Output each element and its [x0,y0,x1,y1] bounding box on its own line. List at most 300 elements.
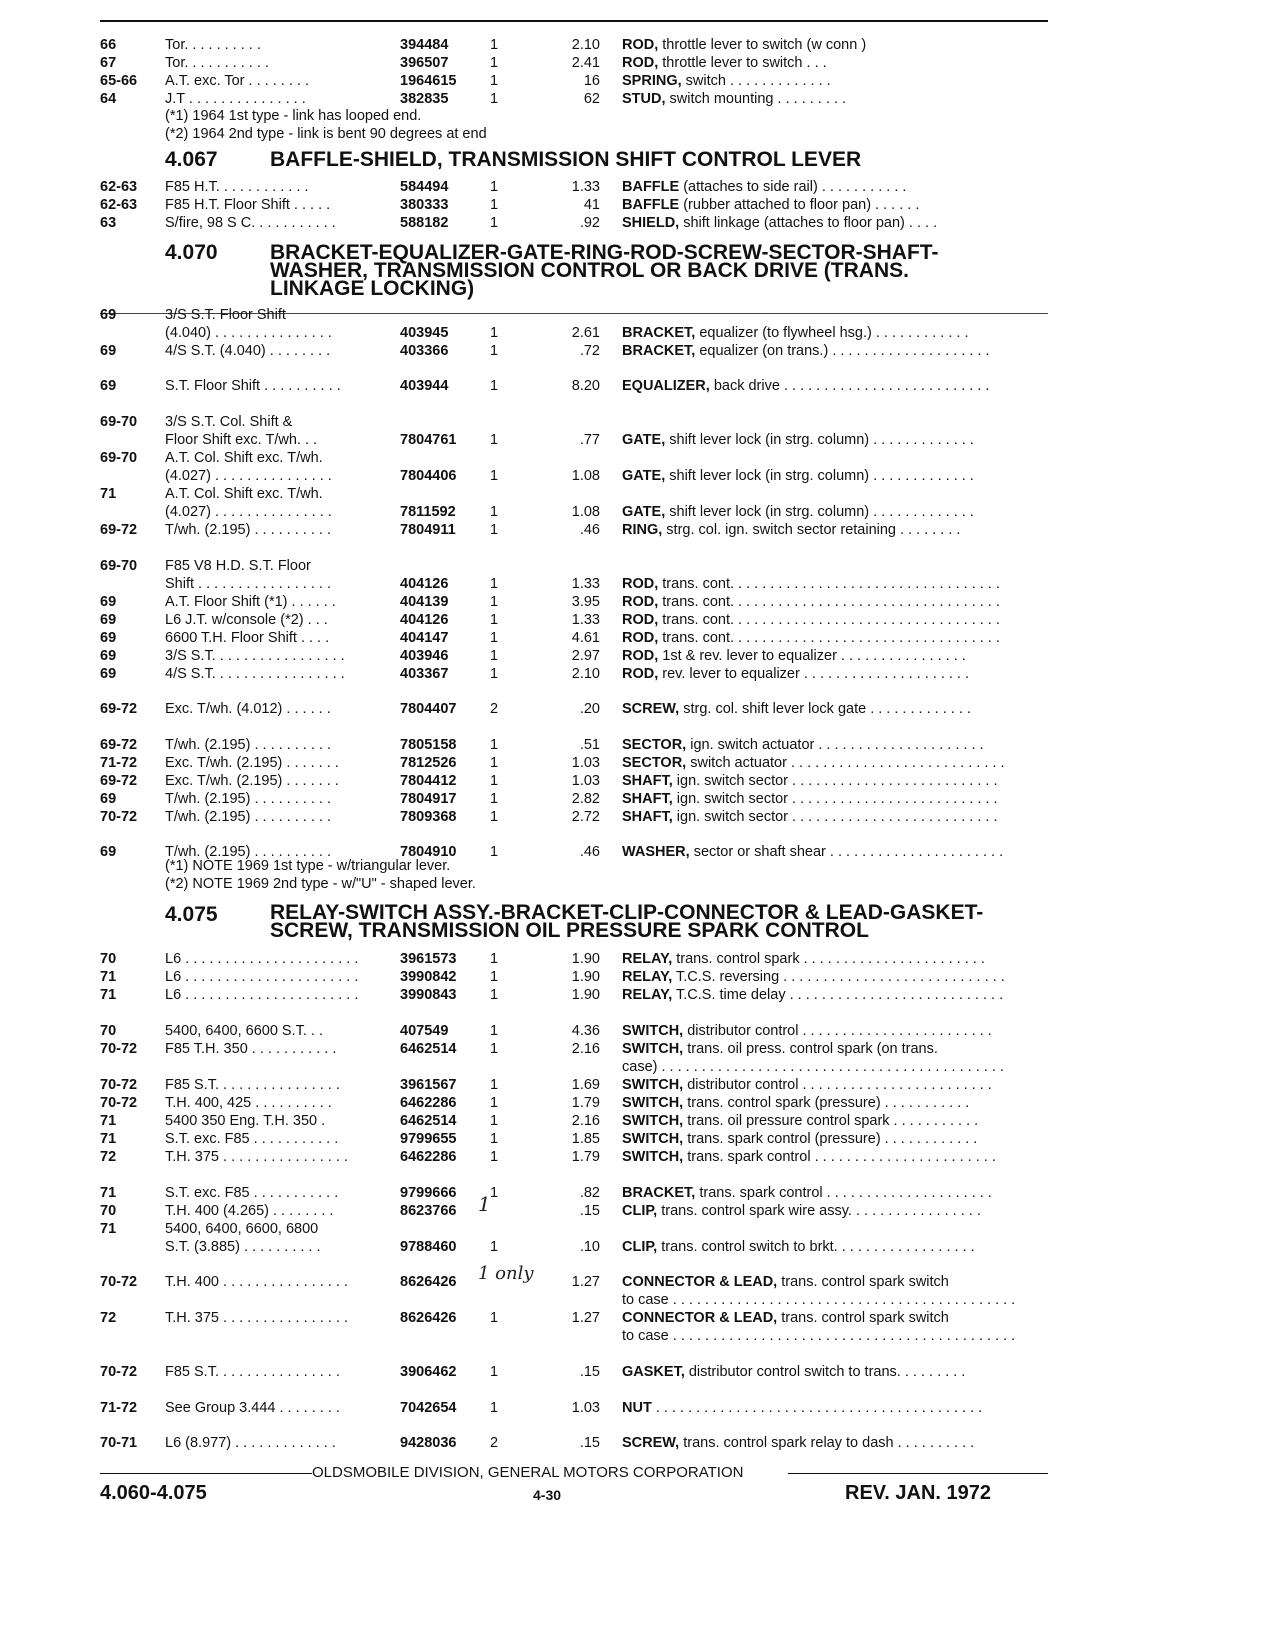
row-description [622,502,1050,522]
row-year: 71 [100,486,117,502]
row-part-number: 404147 [400,630,449,646]
row-description-detail: . . . . . . . . . . . . . . . . . . . . . . . . . . . . . . . . . . . . . . . . . [651,1400,983,1416]
row-year: 63 [100,215,117,231]
row-part-number: 7804911 [400,522,456,538]
row-part-number: 8626426 [400,1310,457,1326]
row-model: S/fire, 98 S C. . . . . . . . . . . [165,215,336,231]
row-price: 1.08 [571,504,600,520]
row-model: 3/S S.T. Col. Shift & [165,414,293,430]
row-quantity: 1 [490,666,499,682]
row-part-number: 7809368 [400,809,457,825]
row-price: .15 [579,1364,600,1380]
section-number-4075: 4.075 [165,903,218,926]
row-part-number: 8623766 [400,1203,457,1219]
row-part-number: 8626426 [400,1274,457,1290]
row-description [622,1237,1050,1257]
row-description-detail: trans. spark control (pressure) . . . . . . . . . . . . [683,1131,978,1147]
row-description-name: ROD, [622,37,659,53]
row-description [622,466,1050,486]
section-title-4067: BAFFLE-SHIELD, TRANSMISSION SHIFT CONTROL LEVER [270,148,862,171]
row-description-name: SHAFT, [622,809,673,825]
row-part-number: 394484 [400,37,449,53]
row-part-number: 9799666 [400,1185,457,1201]
row-description [622,1057,1050,1077]
row-description [622,89,1050,109]
row-part-number: 3961567 [400,1077,457,1093]
row-part-number: 3990843 [400,987,457,1003]
row-price: 4.61 [571,630,600,646]
footnote: (*2) NOTE 1969 2nd type - w/"U" - shaped lever. [165,876,476,892]
row-description [622,985,1050,1005]
row-price: 2.10 [571,37,600,53]
row-model: Exc. T/wh. (2.195) . . . . . . . [165,773,339,789]
row-description-name: ROD, [622,576,659,592]
row-quantity: 1 [490,951,499,967]
row-year: 62-63 [100,197,138,213]
row-description-name: STUD, [622,91,666,107]
row-description-name: BRACKET, [622,343,696,359]
row-description-name: CONNECTOR & LEAD, [622,1310,778,1326]
row-description [622,574,1050,594]
row-year: 70-72 [100,1077,138,1093]
row-price: 2.10 [571,666,600,682]
row-quantity: 1 [490,1077,499,1093]
row-description-name: SWITCH, [622,1095,684,1111]
row-description-name: SWITCH, [622,1131,684,1147]
row-quantity: 2 [490,701,499,717]
row-price: .77 [579,432,600,448]
row-price: 1.03 [571,1400,600,1416]
row-description [622,1147,1050,1167]
row-description-detail: (rubber attached to floor pan) . . . . . . [679,197,920,213]
row-year: 70-72 [100,1041,138,1057]
row-quantity: 1 [490,179,499,195]
row-price: 4.36 [571,1023,600,1039]
row-part-number: 7804761 [400,432,457,448]
row-quantity: 1 [490,1131,499,1147]
row-year: 70-71 [100,1435,138,1451]
row-price: .46 [579,522,600,538]
row-quantity: 1 [490,378,499,394]
row-model: A.T. Col. Shift exc. T/wh. [165,486,323,502]
row-part-number: 3990842 [400,969,457,985]
row-price: .20 [579,701,600,717]
row-part-number: 403367 [400,666,449,682]
row-description [622,213,1050,233]
row-description-name: SECTOR, [622,737,687,753]
row-year: 65-66 [100,73,138,89]
row-description-name: ROD, [622,666,659,682]
row-description-detail: shift linkage (attaches to floor pan) . . . . [679,215,938,231]
row-description-detail: throttle lever to switch . . . [658,55,827,71]
row-model: S.T. exc. F85 . . . . . . . . . . . [165,1185,339,1201]
row-description-name: BRACKET, [622,325,696,341]
row-model: 3/S S.T. Floor Shift [165,307,286,323]
section-number-4067: 4.067 [165,148,218,171]
row-part-number: 9428036 [400,1435,457,1451]
row-year: 69 [100,666,117,682]
row-part-number: 404139 [400,594,449,610]
row-part-number: 9799655 [400,1131,457,1147]
footer-rule-right [788,1473,1048,1474]
row-quantity: 1 [490,737,499,753]
row-price: 2.41 [571,55,600,71]
row-part-number: 7811592 [400,504,456,520]
row-part-number: 7042654 [400,1400,457,1416]
row-model: L6 . . . . . . . . . . . . . . . . . . . . . . [165,987,359,1003]
row-description-detail: trans. spark control . . . . . . . . . . . . . . . . . . . . . . . [683,1149,996,1165]
row-description [622,1272,1050,1292]
row-quantity: 1 [490,809,499,825]
footnote: (*1) 1964 1st type - link has looped end. [165,108,422,124]
footnote: (*2) 1964 2nd type - link is bent 90 degrees at end [165,126,487,142]
row-description-detail: trans. control spark . . . . . . . . . . . . . . . . . . . . . . . [672,951,985,967]
row-year: 71-72 [100,755,138,771]
row-model: T/wh. (2.195) . . . . . . . . . . [165,809,331,825]
row-part-number: 588182 [400,215,449,231]
row-quantity: 1 [490,576,499,592]
row-year: 67 [100,55,117,71]
row-description [622,430,1050,450]
row-description-detail: trans. cont. . . . . . . . . . . . . . . . . . . . . . . . . . . . . . . . . . [658,630,1000,646]
row-model: T.H. 400 (4.265) . . . . . . . . [165,1203,334,1219]
row-description [622,323,1050,343]
row-price: 1.85 [571,1131,600,1147]
row-model: L6 (8.977) . . . . . . . . . . . . . [165,1435,336,1451]
row-description [622,628,1050,648]
row-description-detail: distributor control . . . . . . . . . . . . . . . . . . . . . . . . [683,1023,992,1039]
row-description [622,610,1050,630]
row-model: F85 V8 H.D. S.T. Floor [165,558,311,574]
row-model: T.H. 400, 425 . . . . . . . . . . [165,1095,332,1111]
row-description-detail: T.C.S. reversing . . . . . . . . . . . . . . . . . . . . . . . . . . . . [672,969,1005,985]
row-quantity: 1 [490,1023,499,1039]
row-price: .10 [579,1239,600,1255]
row-price: 1.79 [571,1095,600,1111]
row-description [622,1183,1050,1203]
row-description-detail: rev. lever to equalizer . . . . . . . . . . . . . . . . . . . . . [658,666,970,682]
row-price: 1.79 [571,1149,600,1165]
row-part-number: 396507 [400,55,449,71]
row-part-number: 3906462 [400,1364,457,1380]
row-description-name: SCREW, [622,701,680,717]
row-description [622,789,1050,809]
row-description-detail: to case . . . . . . . . . . . . . . . . . . . . . . . . . . . . . . . . . . . . . . . . . . . [622,1328,1016,1344]
row-price: .92 [579,215,600,231]
row-quantity: 1 [490,197,499,213]
row-year: 69 [100,378,117,394]
row-description [622,735,1050,755]
row-description-detail: switch mounting . . . . . . . . . [665,91,847,107]
row-part-number: 3961573 [400,951,457,967]
row-description [622,341,1050,361]
row-description-detail: trans. control spark (pressure) . . . . . . . . . . . [683,1095,970,1111]
row-description-name: BAFFLE [622,179,680,195]
row-part-number: 1964615 [400,73,457,89]
row-price: .46 [579,844,600,860]
row-quantity: 1 [490,1364,499,1380]
row-part-number: 404126 [400,612,449,628]
row-description-detail: throttle lever to switch (w conn ) [658,37,867,53]
row-model: Shift . . . . . . . . . . . . . . . . . [165,576,331,592]
row-model: 5400 350 Eng. T.H. 350 . [165,1113,326,1129]
row-quantity: 1 [490,1239,499,1255]
row-part-number: 9788460 [400,1239,457,1255]
row-quantity: 1 [490,755,499,771]
row-description-detail: ign. switch sector . . . . . . . . . . . . . . . . . . . . . . . . . . [672,809,998,825]
row-description-name: RELAY, [622,951,673,967]
row-model: 4/S S.T. (4.040) . . . . . . . . [165,343,331,359]
section-title-4070-line2: WASHER, TRANSMISSION CONTROL OR BACK DRIVE (TRANS. [270,259,909,282]
row-year: 70 [100,1023,117,1039]
row-description-detail: back drive . . . . . . . . . . . . . . . . . . . . . . . . . . [709,378,990,394]
row-description [622,1326,1050,1346]
row-description-detail: ign. switch sector . . . . . . . . . . . . . . . . . . . . . . . . . . [672,773,998,789]
row-description-name: EQUALIZER, [622,378,710,394]
row-model: See Group 3.444 . . . . . . . . [165,1400,340,1416]
row-description [622,177,1050,197]
row-description-detail: trans. control spark switch [777,1274,949,1290]
row-description-name: BAFFLE [622,197,680,213]
row-quantity: 2 [490,1435,499,1451]
row-year: 69 [100,343,117,359]
row-year: 71 [100,1113,117,1129]
section-title-4070-line3: LINKAGE LOCKING) [270,277,475,300]
row-description-name: CLIP, [622,1239,658,1255]
row-price: 1.03 [571,773,600,789]
row-description-detail: 1st & rev. lever to equalizer . . . . . . . . . . . . . . . . [658,648,966,664]
row-description-detail: switch . . . . . . . . . . . . . [681,73,831,89]
row-description-name: CLIP, [622,1203,658,1219]
row-year: 71-72 [100,1400,138,1416]
row-model: S.T. Floor Shift . . . . . . . . . . [165,378,341,394]
row-price: 1.90 [571,987,600,1003]
row-year: 62-63 [100,179,138,195]
row-quantity: 1 [490,773,499,789]
row-description-detail: shift lever lock (in strg. column) . . . . . . . . . . . . . [665,468,974,484]
row-price: 16 [583,73,600,89]
row-description-detail: distributor control . . . . . . . . . . . . . . . . . . . . . . . . [683,1077,992,1093]
row-model: T/wh. (2.195) . . . . . . . . . . [165,522,331,538]
row-description-detail: ign. switch actuator . . . . . . . . . . . . . . . . . . . . . [686,737,984,753]
row-description-name: SCREW, [622,1435,680,1451]
footer-group-range: 4.060-4.075 [100,1482,207,1504]
row-description-name: SPRING, [622,73,682,89]
row-quantity: 1 [490,522,499,538]
row-description [622,807,1050,827]
row-model: Tor. . . . . . . . . . [165,37,261,53]
row-price: 2.16 [571,1113,600,1129]
row-description [622,1093,1050,1113]
row-model: F85 S.T. . . . . . . . . . . . . . . . [165,1364,340,1380]
row-quantity: 1 [490,91,499,107]
row-description-detail: trans. cont. . . . . . . . . . . . . . . . . . . . . . . . . . . . . . . . . . [658,612,1000,628]
row-description-detail: trans. oil press. control spark (on trans. [683,1041,938,1057]
row-description-detail: trans. oil pressure control spark . . . . . . . . . . . [683,1113,979,1129]
row-model: 6600 T.H. Floor Shift . . . . [165,630,330,646]
row-description-name: RING, [622,522,663,538]
row-part-number: 403366 [400,343,449,359]
row-quantity: 1 [490,468,499,484]
row-description [622,195,1050,215]
row-description-name: SECTOR, [622,755,687,771]
row-price: .15 [579,1435,600,1451]
row-description-name: GATE, [622,432,666,448]
row-price: 1.33 [571,179,600,195]
row-model: J.T . . . . . . . . . . . . . . . [165,91,306,107]
row-description [622,1290,1050,1310]
row-price: 2.61 [571,325,600,341]
row-part-number: 403945 [400,325,449,341]
row-year: 72 [100,1310,117,1326]
row-description [622,1039,1050,1059]
row-description [622,1111,1050,1131]
row-quantity: 1 [490,432,499,448]
row-part-number: 403946 [400,648,449,664]
row-model: F85 H.T. Floor Shift . . . . . [165,197,331,213]
row-price: 1.69 [571,1077,600,1093]
handwritten-only-note: 1 only [478,1263,534,1284]
row-quantity: 1 [490,594,499,610]
row-description [622,376,1050,396]
row-year: 64 [100,91,117,107]
row-quantity: 1 [490,55,499,71]
row-description-detail: trans. cont. . . . . . . . . . . . . . . . . . . . . . . . . . . . . . . . . . [658,594,1000,610]
row-part-number: 6462286 [400,1149,457,1165]
row-description-detail: shift lever lock (in strg. column) . . . . . . . . . . . . . [665,432,974,448]
section-title-4075-line1: RELAY-SWITCH ASSY.-BRACKET-CLIP-CONNECTOR & LEAD-GASKET- [270,901,984,924]
row-quantity: 1 [490,987,499,1003]
row-model: T.H. 375 . . . . . . . . . . . . . . . . [165,1149,348,1165]
row-quantity: 1 [490,215,499,231]
row-part-number: 7805158 [400,737,457,753]
row-price: .51 [579,737,600,753]
row-price: 1.90 [571,951,600,967]
row-description-name: BRACKET, [622,1185,696,1201]
row-description-name: ROD, [622,594,659,610]
row-description [622,35,1050,55]
row-year: 69-72 [100,773,138,789]
row-price: .82 [579,1185,600,1201]
row-year: 69-72 [100,737,138,753]
row-year: 69-70 [100,414,138,430]
row-year: 70-72 [100,1364,138,1380]
row-price: 1.33 [571,576,600,592]
row-description-detail: trans. control spark relay to dash . . . . . . . . . . [679,1435,975,1451]
row-year: 69 [100,630,117,646]
row-price: 2.82 [571,791,600,807]
row-price: 3.95 [571,594,600,610]
row-quantity: 1 [490,1041,499,1057]
row-part-number: 584494 [400,179,449,195]
row-model: A.T. exc. Tor . . . . . . . . [165,73,309,89]
row-year: 69-70 [100,450,138,466]
row-description-detail: T.C.S. time delay . . . . . . . . . . . . . . . . . . . . . . . . . . . [672,987,1004,1003]
row-year: 69 [100,307,117,323]
row-part-number: 7804917 [400,791,457,807]
row-description-name: ROD, [622,612,659,628]
row-description-name: SWITCH, [622,1113,684,1129]
row-description-detail: to case . . . . . . . . . . . . . . . . . . . . . . . . . . . . . . . . . . . . . . . . . . . [622,1292,1016,1308]
row-price: 2.72 [571,809,600,825]
row-description-name: SWITCH, [622,1041,684,1057]
row-year: 69 [100,612,117,628]
row-description-name: SWITCH, [622,1023,684,1039]
row-price: 1.03 [571,755,600,771]
row-model: L6 . . . . . . . . . . . . . . . . . . . . . . [165,951,359,967]
row-quantity: 1 [490,1185,499,1201]
row-year: 70-72 [100,809,138,825]
row-price: 1.27 [571,1274,600,1290]
row-description-name: NUT [622,1400,652,1416]
row-description-name: SHAFT, [622,773,673,789]
row-model: T/wh. (2.195) . . . . . . . . . . [165,737,331,753]
row-description [622,1129,1050,1149]
row-model: T.H. 375 . . . . . . . . . . . . . . . . [165,1310,348,1326]
row-description-detail: shift lever lock (in strg. column) . . . . . . . . . . . . . [665,504,974,520]
row-part-number: 7804412 [400,773,457,789]
row-description [622,646,1050,666]
row-model: A.T. Floor Shift (*1) . . . . . . [165,594,336,610]
row-quantity: 1 [490,73,499,89]
row-year: 70-72 [100,1274,138,1290]
row-year: 69 [100,791,117,807]
row-year: 69 [100,594,117,610]
row-description [622,967,1050,987]
row-model: T/wh. (2.195) . . . . . . . . . . [165,844,331,860]
row-description [622,1398,1050,1418]
row-price: 1.90 [571,969,600,985]
row-description [622,699,1050,719]
footer-rule-left [100,1473,312,1474]
row-part-number: 403944 [400,378,449,394]
row-year: 69-72 [100,701,138,717]
row-model: S.T. exc. F85 . . . . . . . . . . . [165,1131,339,1147]
row-description-name: SWITCH, [622,1077,684,1093]
section-title-4070-line1: BRACKET-EQUALIZER-GATE-RING-ROD-SCREW-SECTOR-SHAFT- [270,241,939,264]
row-description-detail: case) . . . . . . . . . . . . . . . . . . . . . . . . . . . . . . . . . . . . . . . . . . . [622,1059,1004,1075]
row-year: 71 [100,987,117,1003]
row-part-number: 6462286 [400,1095,457,1111]
row-model: F85 H.T. . . . . . . . . . . . [165,179,309,195]
row-part-number: 407549 [400,1023,449,1039]
row-part-number: 7812526 [400,755,457,771]
row-description-detail: trans. cont. . . . . . . . . . . . . . . . . . . . . . . . . . . . . . . . . . [658,576,1000,592]
row-description [622,1075,1050,1095]
row-quantity: 1 [490,630,499,646]
row-year: 71 [100,969,117,985]
row-quantity: 1 [490,1095,499,1111]
row-year: 70-72 [100,1095,138,1111]
row-year: 69 [100,648,117,664]
section-title-4075-line2: SCREW, TRANSMISSION OIL PRESSURE SPARK CONTROL [270,919,869,942]
row-quantity: 1 [490,504,499,520]
row-description-name: GATE, [622,468,666,484]
row-model: (4.027) . . . . . . . . . . . . . . . [165,504,332,520]
row-description [622,1362,1050,1382]
row-model: A.T. Col. Shift exc. T/wh. [165,450,323,466]
row-year: 71 [100,1185,117,1201]
row-part-number: 7804406 [400,468,457,484]
section-number-4070: 4.070 [165,241,218,264]
row-description-detail: trans. control spark wire assy. . . . . . . . . . . . . . . . . [657,1203,981,1219]
row-description-detail: ign. switch sector . . . . . . . . . . . . . . . . . . . . . . . . . . [672,791,998,807]
row-quantity: 1 [490,1113,499,1129]
row-year: 71 [100,1131,117,1147]
row-model: (4.027) . . . . . . . . . . . . . . . [165,468,332,484]
row-year: 69-72 [100,522,138,538]
row-description-name: CONNECTOR & LEAD, [622,1274,778,1290]
